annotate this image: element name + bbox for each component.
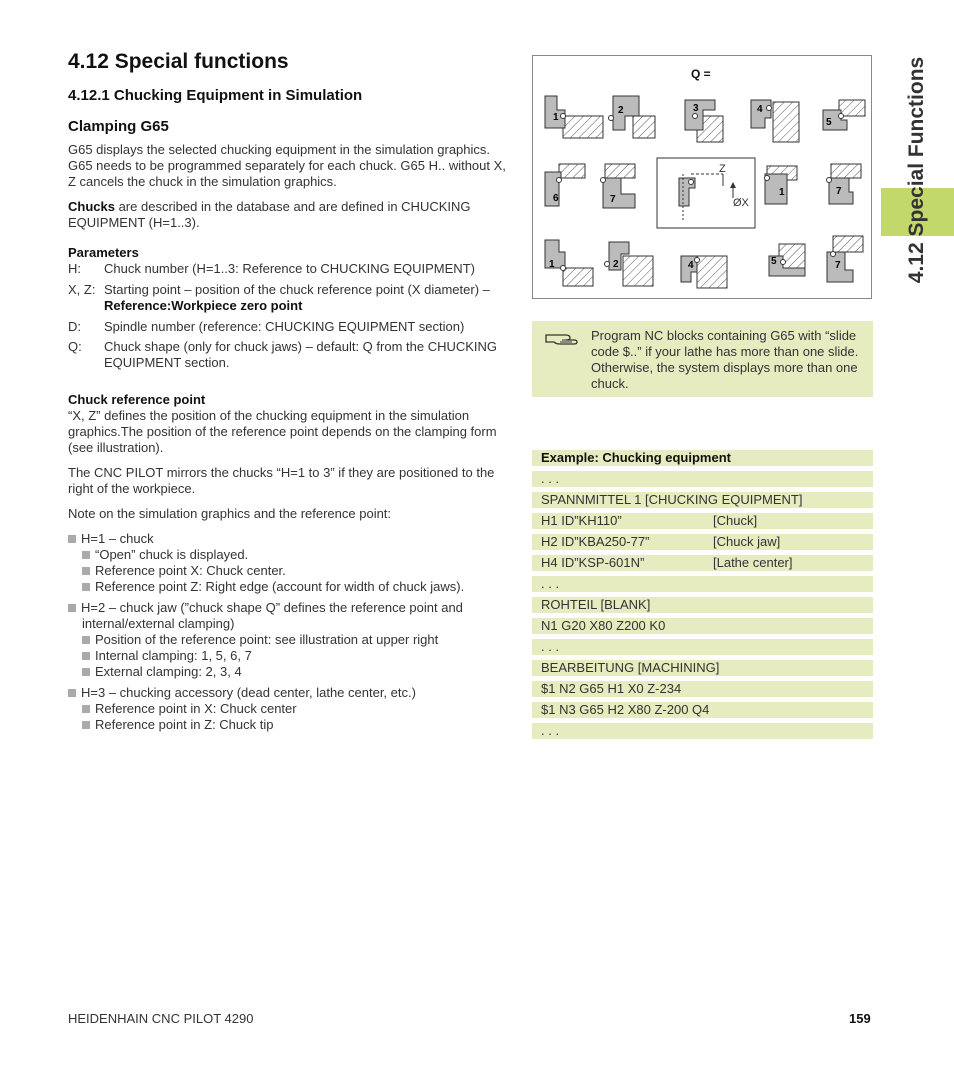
example-table (532, 450, 873, 744)
jaw-shape-1b (765, 166, 798, 204)
jaw-shape-4c (681, 256, 727, 288)
shape-number: 6 (553, 193, 559, 204)
table-row (532, 534, 873, 550)
shape-number: 5 (826, 117, 832, 128)
reference-paragraph-3: Note on the simulation graphics and the reference point: (68, 506, 392, 521)
bullet-group-h1 (68, 531, 518, 595)
table-row (532, 471, 873, 487)
shape-number: 2 (613, 259, 619, 270)
param-text: Spindle number (reference: CHUCKING EQUIPMENT section) (104, 319, 465, 334)
bullet-square (82, 636, 90, 644)
side-chapter-tab (881, 0, 954, 295)
jaw-shape-6 (545, 164, 585, 206)
cell: H4 ID”KSP-601N” (541, 555, 645, 570)
note-box (532, 321, 873, 397)
shape-number: 7 (836, 186, 842, 197)
shape-number: 1 (553, 112, 559, 123)
table-row (532, 492, 873, 508)
cell: BEARBEITUNG [MACHINING] (541, 660, 720, 675)
bullet-square (82, 567, 90, 575)
note-text: Program NC blocks containing G65 with “slide code $..” if your lathe has more than one slide. Otherwise, the system displays more than one chuck. (591, 328, 859, 391)
subsection-title: 4.12.1 Chucking Equipment in Simulation (68, 87, 363, 104)
sub-bullet: “Open” chuck is displayed. (95, 547, 249, 562)
sub-bullet: Reference point in X: Chuck center (95, 701, 297, 716)
jaw-shape-7b (827, 164, 862, 204)
parameters-heading: Parameters (68, 245, 139, 260)
cell: SPANNMITTEL 1 [CHUCKING EQUIPMENT] (541, 492, 803, 507)
cell: H2 ID”KBA250-77” (541, 534, 650, 549)
cell: [Lathe center] (713, 555, 793, 570)
shape-number: 5 (771, 256, 777, 267)
table-row (532, 702, 873, 718)
jaw-shape-2c (605, 242, 654, 286)
table-row (532, 618, 873, 634)
shape-number: 1 (779, 187, 785, 198)
cell: [Chuck] (713, 513, 758, 528)
sub-bullet: Reference point X: Chuck center. (95, 563, 286, 578)
jaw-shape-5 (823, 100, 865, 130)
cell: N1 G20 X80 Z200 K0 (541, 618, 666, 633)
reference-point-heading: Chuck reference point (68, 392, 206, 407)
cell: $1 N2 G65 H1 X0 Z-234 (541, 681, 682, 696)
shape-number: 4 (757, 104, 763, 115)
table-row (532, 513, 873, 529)
reference-paragraph-1: “X, Z” defines the position of the chucking equipment in the simulation graphics.The position of the reference point depends on the clamping form (see illustration). (68, 408, 497, 455)
bullet-square (82, 652, 90, 660)
topic-title: Clamping G65 (68, 118, 169, 135)
table-row (532, 555, 873, 571)
sub-bullet: Internal clamping: 1, 5, 6, 7 (95, 648, 252, 663)
example-title: Example: Chucking equipment (541, 450, 731, 465)
bullet-square (68, 535, 76, 543)
jaw-shape-7c (827, 236, 863, 282)
shape-number: 7 (835, 260, 841, 271)
bullet-square (82, 551, 90, 559)
cell: [Chuck jaw] (713, 534, 781, 549)
param-key: Q: (68, 339, 82, 354)
table-row (532, 723, 873, 739)
example-title-row (532, 450, 873, 466)
sub-bullet: External clamping: 2, 3, 4 (95, 664, 242, 679)
footer-product: HEIDENHAIN CNC PILOT 4290 (68, 1011, 254, 1026)
jaw-shape-2 (609, 96, 656, 138)
param-key: D: (68, 319, 81, 334)
chucks-rest: are described in the database and are defined in CHUCKING EQUIPMENT (H=1..3). (68, 199, 471, 230)
chuck-shapes-diagram (533, 56, 871, 298)
cell: . . . (541, 576, 560, 591)
cell: $1 N3 G65 H2 X80 Z-200 Q4 (541, 702, 710, 717)
shape-number: 4 (688, 260, 694, 271)
cell: H1 ID”KH110” (541, 513, 622, 528)
jaw-shape-5c (769, 244, 805, 276)
sub-bullet: Position of the reference point: see illustration at upper right (95, 632, 439, 647)
intro-paragraph: G65 displays the selected chucking equipment in the simulation graphics. G65 needs to be programmed separately for each chuck. G65 H.. without X, Z cancels the chuck in the simulation graphics. (68, 142, 506, 189)
bullet-square (82, 668, 90, 676)
page-number: 159 (849, 1011, 871, 1026)
cell: . . . (541, 471, 560, 486)
table-row (532, 681, 873, 697)
shape-number: 7 (610, 194, 616, 205)
bullet-text: H=3 – chucking accessory (dead center, lathe center, etc.) (81, 685, 416, 700)
param-key: H: (68, 261, 81, 276)
jaw-shape-1c (545, 240, 593, 286)
bullet-square (68, 604, 76, 612)
param-q (68, 339, 513, 371)
shape-number: 2 (618, 105, 624, 116)
section-title: 4.12 Special functions (68, 50, 289, 73)
q-label: Q = (691, 67, 711, 81)
chuck-shapes-figure (532, 55, 872, 299)
sub-bullet: Reference point in Z: Chuck tip (95, 717, 274, 732)
jaw-shape-7 (601, 164, 636, 208)
bullet-text: H=2 – chuck jaw (”chuck shape Q” defines the reference point and internal/external clamping) (81, 600, 463, 631)
bullet-text: H=1 – chuck (81, 531, 154, 546)
bullet-group-h3 (68, 685, 518, 733)
bullet-group-h2 (68, 600, 518, 680)
param-text: Starting point – position of the chuck reference point (X diameter) – (104, 282, 490, 297)
table-row (532, 660, 873, 676)
param-key: X, Z: (68, 282, 96, 297)
chucks-paragraph (68, 199, 513, 231)
side-tab-label: 4.12 Special Functions (905, 56, 928, 284)
jaw-shape-1 (545, 96, 603, 138)
cell: . . . (541, 723, 560, 738)
param-text: Chuck number (H=1..3: Reference to CHUCKING EQUIPMENT) (104, 261, 475, 276)
cell: ROHTEIL [BLANK] (541, 597, 651, 612)
reference-paragraph-2: The CNC PILOT mirrors the chucks “H=1 to 3” if they are positioned to the right of the workpiece. (68, 465, 495, 496)
param-xz (68, 282, 513, 314)
bullet-square (68, 689, 76, 697)
param-text: Chuck shape (only for chuck jaws) – default: Q from the CHUCKING EQUIPMENT section. (104, 339, 498, 370)
axis-z-label: Z (719, 163, 726, 175)
bullet-square (82, 705, 90, 713)
table-row (532, 576, 873, 592)
jaw-shape-4 (751, 100, 799, 142)
param-d (68, 319, 513, 335)
shape-number: 1 (549, 259, 555, 270)
chucks-bold: Chucks (68, 199, 115, 214)
jaw-shape-3 (685, 100, 723, 142)
cell: . . . (541, 639, 560, 654)
param-h (68, 261, 513, 277)
bullet-square (82, 721, 90, 729)
sub-bullet: Reference point Z: Right edge (account for width of chuck jaws). (95, 579, 465, 594)
pointing-hand-icon (544, 329, 580, 354)
table-row (532, 597, 873, 613)
coordinate-system-box (657, 158, 755, 228)
table-row (532, 639, 873, 655)
shape-number: 3 (693, 103, 699, 114)
axis-x-label: ØX (733, 197, 749, 209)
bullet-square (82, 583, 90, 591)
param-bold: Reference:Workpiece zero point (104, 298, 303, 313)
